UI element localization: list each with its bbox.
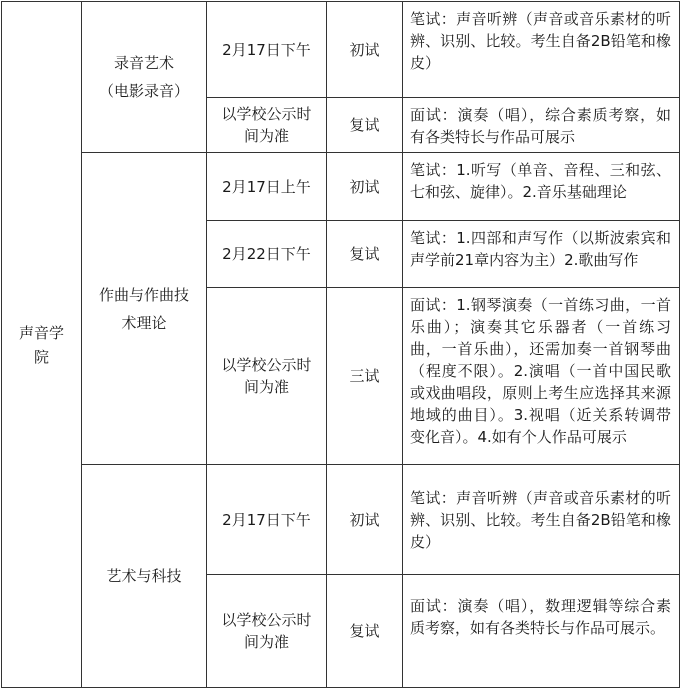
exam-round: 复试 (327, 221, 403, 288)
exam-time: 2月22日下午 (207, 221, 327, 288)
exam-content: 笔试：声音听辨（声音或音乐素材的听辨、识别、比较。考生自备2B铅笔和橡皮） (403, 465, 680, 575)
major-subtitle: （电影录音） (98, 82, 189, 100)
major-cell (82, 465, 207, 688)
major-cell (82, 2, 207, 153)
exam-time: 2月17日下午 (207, 465, 327, 575)
exam-content: 面试：演奏（唱），数理逻辑等综合素质考察，如有各类特长与作品可展示。 (403, 575, 680, 688)
exam-time: 以学校公示时间为准 (207, 575, 327, 688)
table-row (2, 465, 680, 575)
exam-round: 初试 (327, 153, 403, 221)
exam-content: 笔试：声音听辨（声音或音乐素材的听辨、识别、比较。考生自备2B铅笔和橡皮） (403, 2, 680, 98)
major-name: 作曲与作曲技术理论 (99, 285, 190, 332)
exam-round: 三试 (327, 288, 403, 465)
table-row (2, 153, 680, 221)
exam-time: 以学校公示时间为准 (207, 288, 327, 465)
exam-content: 面试：演奏（唱），综合素质考察，如有各类特长与作品可展示 (403, 98, 680, 153)
major-cell (82, 153, 207, 465)
table-row (2, 2, 680, 98)
exam-round: 复试 (327, 98, 403, 153)
exam-time: 2月17日下午 (207, 2, 327, 98)
exam-content: 面试：1.钢琴演奏（一首练习曲，一首乐曲）；演奏其它乐器者（一首练习曲，一首乐曲），还需加奏一首钢琴曲（程度不限）。2.演唱（一首中国民歌或戏曲唱段，原则上考生应选择其来源地域的曲目）。3.视唱（近关系转调带变化音）。4.如有个人作品可展示 (403, 288, 680, 465)
exam-time: 以学校公示时间为准 (207, 98, 327, 153)
major-name: 艺术与科技 (106, 567, 182, 585)
college-cell (2, 2, 82, 688)
exam-round: 复试 (327, 575, 403, 688)
exam-schedule-table (1, 1, 680, 688)
exam-content: 笔试：1.四部和声写作（以斯波索宾和声学前21章内容为主）2.歌曲写作 (403, 221, 680, 288)
exam-time: 2月17日上午 (207, 153, 327, 221)
exam-content: 笔试：1.听写（单音、音程、三和弦、七和弦、旋律）。2.音乐基础理论 (403, 153, 680, 221)
exam-round: 初试 (327, 2, 403, 98)
college-name: 声音学院 (18, 323, 64, 366)
exam-round: 初试 (327, 465, 403, 575)
major-name: 录音艺术 (113, 54, 174, 72)
